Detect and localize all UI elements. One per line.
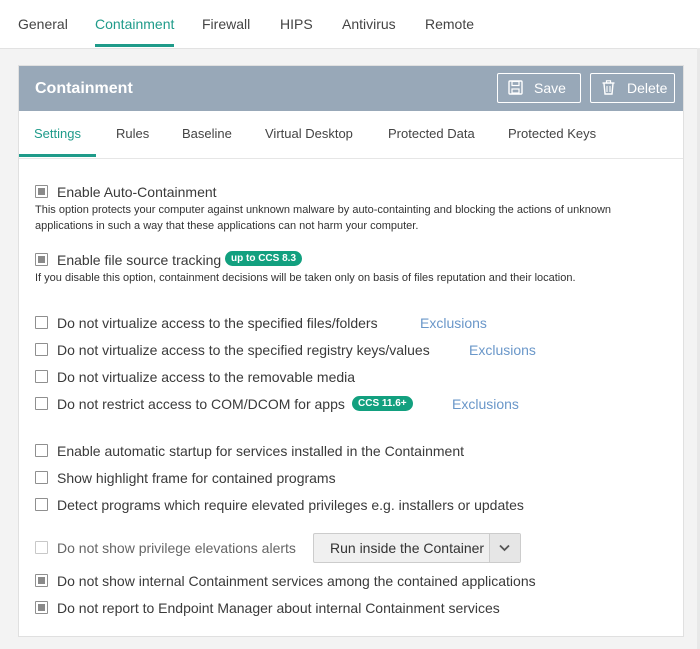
no-privilege-alerts-checkbox[interactable] — [35, 541, 48, 554]
registry-exclusions-link[interactable]: Exclusions — [469, 342, 536, 358]
no-privilege-alerts-label: Do not show privilege elevations alerts — [57, 540, 296, 556]
highlight-frame-checkbox[interactable] — [35, 471, 48, 484]
top-tab-bar — [0, 0, 700, 49]
chevron-down-icon — [499, 544, 510, 552]
tab-containment[interactable]: Containment — [95, 0, 174, 47]
detect-elevated-checkbox[interactable] — [35, 498, 48, 511]
subtab-virtual-desktop[interactable]: Virtual Desktop — [265, 126, 353, 141]
no-restrict-com-checkbox[interactable] — [35, 397, 48, 410]
files-exclusions-link[interactable]: Exclusions — [420, 315, 487, 331]
version-badge: up to CCS 8.3 — [225, 251, 302, 266]
delete-button[interactable] — [590, 73, 675, 103]
highlight-frame-label: Show highlight frame for contained programs — [57, 470, 336, 486]
no-virtualize-removable-checkbox[interactable] — [35, 370, 48, 383]
auto-startup-label: Enable automatic startup for services installed in the Containment — [57, 443, 464, 459]
trash-icon — [601, 80, 616, 95]
dropdown-toggle[interactable] — [489, 534, 520, 562]
auto-containment-checkbox[interactable] — [35, 185, 48, 198]
tab-remote[interactable]: Remote — [425, 16, 475, 32]
file-source-tracking-label: Enable file source tracking — [57, 252, 222, 268]
tab-general[interactable]: General — [18, 16, 68, 32]
no-show-internal-checkbox[interactable] — [35, 574, 48, 587]
containment-panel — [18, 65, 684, 637]
delete-button-label: Delete — [627, 80, 668, 96]
subtab-baseline[interactable]: Baseline — [182, 126, 232, 141]
subtab-protected-data[interactable]: Protected Data — [388, 126, 475, 141]
no-virtualize-files-label: Do not virtualize access to the specified files/folders — [57, 315, 378, 331]
privilege-action-value: Run inside the Container — [330, 540, 485, 556]
no-virtualize-registry-checkbox[interactable] — [35, 343, 48, 356]
privilege-action-select[interactable] — [313, 533, 521, 563]
auto-containment-description: This option protects your computer against unknown malware by auto-containting and blocking the actions of unknown applications in such a way that these applications can not harm your computer. — [35, 204, 612, 232]
auto-startup-checkbox[interactable] — [35, 444, 48, 457]
no-virtualize-removable-label: Do not virtualize access to the removable media — [57, 369, 356, 385]
tab-firewall[interactable]: Firewall — [202, 16, 251, 32]
no-report-internal-label: Do not report to Endpoint Manager about internal Containment services — [57, 600, 500, 616]
subtab-protected-keys[interactable]: Protected Keys — [508, 126, 597, 141]
file-source-tracking-checkbox[interactable] — [35, 253, 48, 266]
no-virtualize-registry-label: Do not virtualize access to the specified registry keys/values — [57, 342, 430, 358]
panel-header — [19, 66, 683, 111]
tab-hips[interactable]: HIPS — [280, 16, 313, 32]
save-icon — [508, 80, 523, 95]
save-button[interactable] — [497, 73, 581, 103]
version-badge: CCS 11.6+ — [352, 396, 413, 411]
panel-title: Containment — [35, 80, 133, 97]
file-source-tracking-description: If you disable this option, containment decisions will be taken only on basis of files reputation and their location. — [35, 272, 576, 284]
tab-antivirus[interactable]: Antivirus — [342, 16, 396, 32]
auto-containment-label: Enable Auto-Containment — [57, 184, 217, 200]
subtab-settings[interactable]: Settings — [19, 111, 96, 157]
no-show-internal-label: Do not show internal Containment services among the contained applications — [57, 573, 536, 589]
no-virtualize-files-checkbox[interactable] — [35, 316, 48, 329]
no-restrict-com-label: Do not restrict access to COM/DCOM for apps — [57, 396, 345, 412]
no-report-internal-checkbox[interactable] — [35, 601, 48, 614]
save-button-label: Save — [534, 80, 566, 96]
sub-tab-bar — [19, 111, 683, 159]
com-exclusions-link[interactable]: Exclusions — [452, 396, 519, 412]
detect-elevated-label: Detect programs which require elevated privileges e.g. installers or updates — [57, 497, 524, 513]
subtab-rules[interactable]: Rules — [116, 126, 150, 141]
